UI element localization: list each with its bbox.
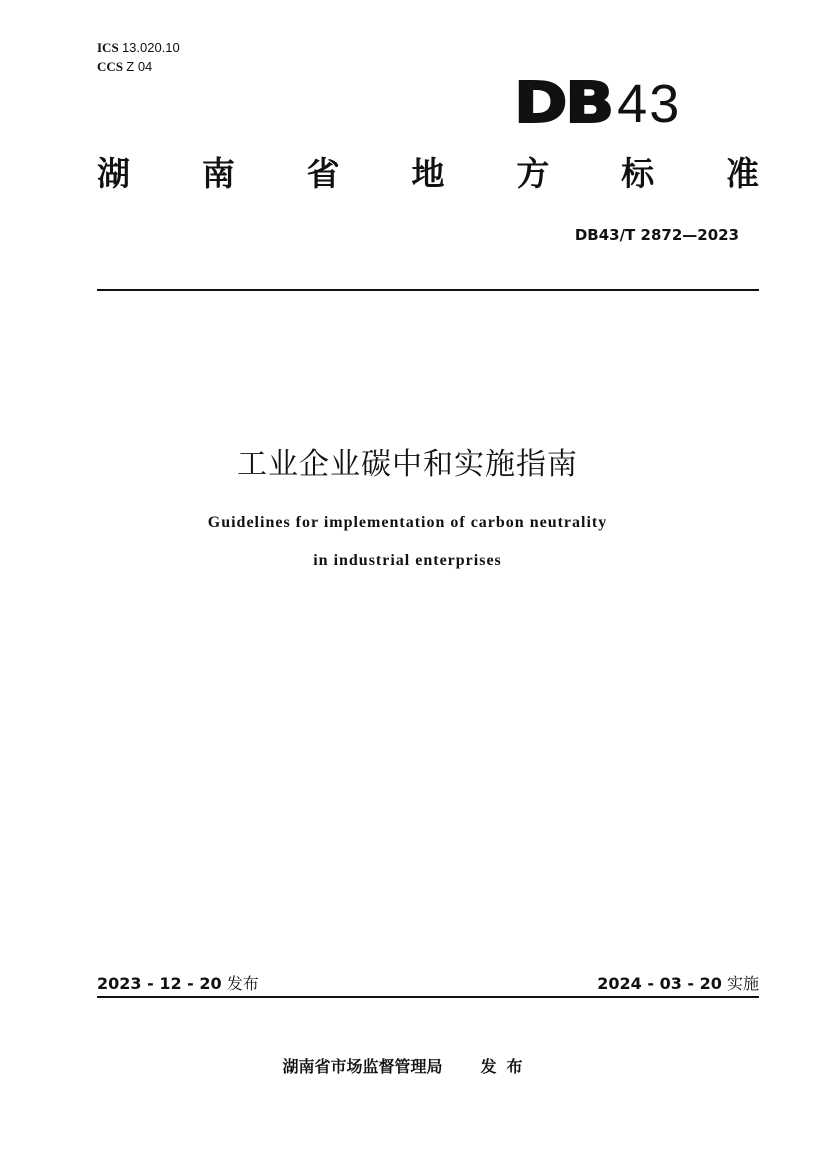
ics-code xyxy=(97,38,180,57)
document-title-en-line1: Guidelines for implementation of carbon neutrality xyxy=(207,514,608,531)
db-logo-number: 43 xyxy=(617,74,682,134)
standard-type-char: 标 xyxy=(621,154,655,193)
standard-type-char: 南 xyxy=(201,154,235,193)
implementation-date-block xyxy=(597,973,759,995)
standard-number: DB43/T 2872—2023 xyxy=(574,226,739,244)
issue-date-block xyxy=(97,973,259,995)
classification-codes xyxy=(97,38,180,76)
document-title-en-line2: in industrial enterprises xyxy=(313,552,502,569)
implementation-date: 2024 - 03 - 20 xyxy=(597,974,722,993)
ccs-code xyxy=(97,57,180,76)
db-logo xyxy=(514,70,682,136)
publisher-label: 发布 xyxy=(480,1057,533,1076)
ccs-value: Z 04 xyxy=(126,59,153,74)
issue-label: 发布 xyxy=(226,974,259,993)
header-divider xyxy=(97,289,759,291)
issue-date: 2023 - 12 - 20 xyxy=(97,974,222,993)
standard-type-char: 湖 xyxy=(97,154,130,193)
standard-type-char: 准 xyxy=(725,154,759,193)
standard-type-char: 方 xyxy=(516,154,550,193)
footer-divider xyxy=(97,996,759,998)
ccs-label: CCS xyxy=(97,59,124,74)
publisher-line xyxy=(0,1056,815,1078)
ics-label: ICS xyxy=(97,40,119,55)
implementation-label: 实施 xyxy=(726,974,759,993)
document-title-zh: 工业企业碳中和实施指南 xyxy=(237,447,578,482)
publisher-name: 湖南省市场监督管理局 xyxy=(282,1057,443,1076)
ics-value: 13.020.10 xyxy=(121,40,180,55)
standard-type-heading xyxy=(97,152,759,196)
db-logo-prefix: DB xyxy=(514,71,612,136)
standard-type-char: 省 xyxy=(306,154,340,193)
standard-type-char: 地 xyxy=(411,154,445,193)
